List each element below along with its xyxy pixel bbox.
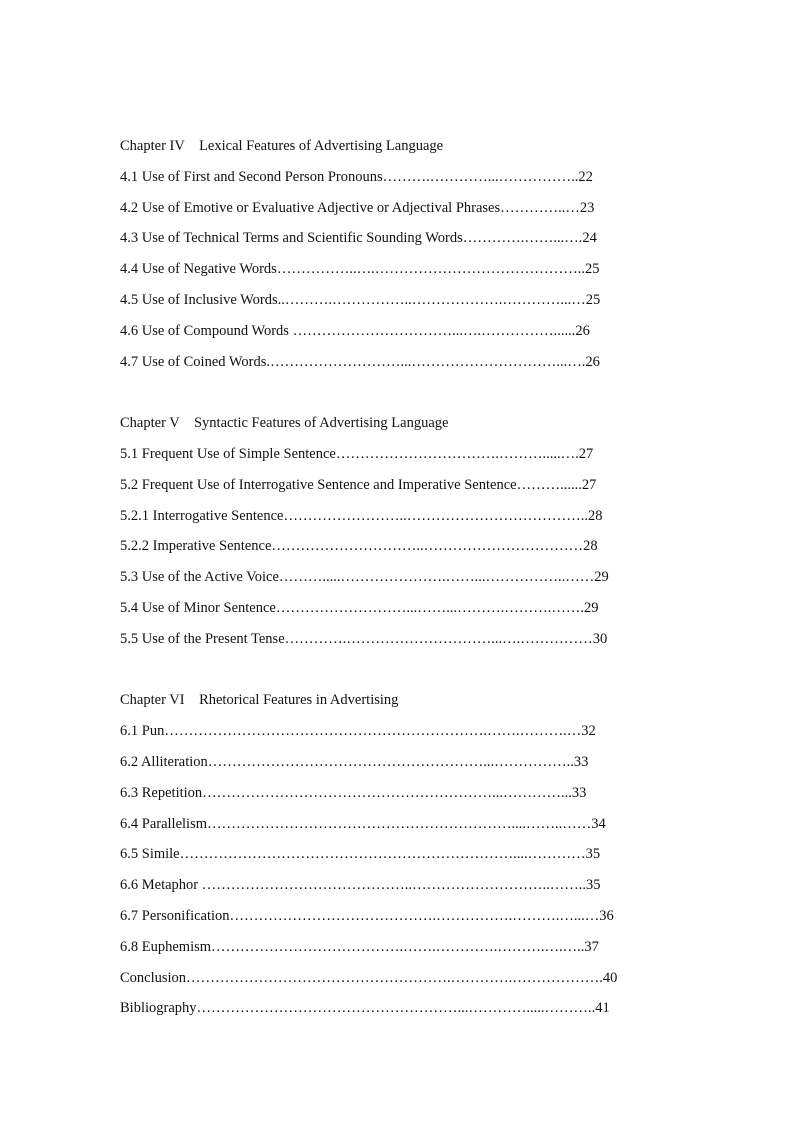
toc-entry: 5.5 Use of the Present Tense………….…………………………...….……………30 (120, 630, 608, 647)
toc-entry: 6.3 Repetition……………………………………………………...…………...33 (120, 784, 587, 801)
toc-entry: 6.1 Pun………………………………………………………….…….……….…32 (120, 723, 596, 740)
toc-entry: 6.4 Parallelism………………………………………………………....……..……34 (120, 815, 606, 832)
section-spacer (120, 658, 680, 689)
toc-entry: 6.2 Alliteration…………………………………………………...……………..33 (120, 753, 589, 770)
toc-entry: 5.1 Frequent Use of Simple Sentence…………………………….……….....….27 (120, 445, 594, 462)
toc-entry: 5.2.2 Imperative Sentence…………………………..……………………………28 (120, 538, 598, 555)
section-spacer (120, 380, 680, 411)
toc-entry: 5.4 Use of Minor Sentence………………………...……...……….……….…….29 (120, 599, 599, 616)
toc-entry: 6.7 Personification…………………………………….…………….……….…...…36 (120, 907, 614, 924)
table-of-contents (120, 134, 680, 1027)
toc-entry: 6.6 Metaphor ……………………………………..………………………..……..35 (120, 877, 601, 894)
chapter-heading: Chapter IV Lexical Features of Advertising Language (120, 138, 444, 154)
toc-entry: 4.3 Use of Technical Terms and Scientific Sounding Words………….……...….24 (120, 230, 597, 247)
toc-entry: 5.3 Use of the Active Voice……….....………………….……...……………..……29 (120, 569, 609, 586)
toc-entry: 4.1 Use of First and Second Person Pronouns……….…………...……………..22 (120, 168, 593, 185)
toc-entry: 4.2 Use of Emotive or Evaluative Adjective or Adjectival Phrases…………..…23 (120, 199, 595, 216)
toc-entry: 4.4 Use of Negative Words……………..….……………………………………..25 (120, 261, 600, 278)
toc-entry: 4.6 Use of Compound Words ……………………………...….……………......26 (120, 322, 590, 339)
toc-entry: 5.2.1 Interrogative Sentence……………………..………………………………..28 (120, 507, 603, 524)
chapter-heading: Chapter V Syntactic Features of Advertising Language (120, 415, 449, 432)
chapter-heading: Chapter VI Rhetorical Features in Advertising (120, 692, 399, 709)
toc-entry: 4.7 Use of Coined Words.………………………...…………………………...….26 (120, 353, 600, 370)
toc-entry: 5.2 Frequent Use of Interrogative Sentence and Imperative Sentence………......27 (120, 476, 597, 493)
toc-entry: 4.5 Use of Inclusive Words..……….……………..……………….…………...…25 (120, 291, 601, 308)
toc-entry: Bibliography………………………………………………...………….....………..41 (120, 1000, 610, 1017)
toc-entry: 6.5 Simile……………………………………………………………....…………35 (120, 846, 601, 863)
toc-entry: 6.8 Euphemism………………………………….…….………….……….….…..37 (120, 938, 599, 955)
toc-entry: Conclusion……………………………………………….………….……………….40 (120, 969, 618, 986)
